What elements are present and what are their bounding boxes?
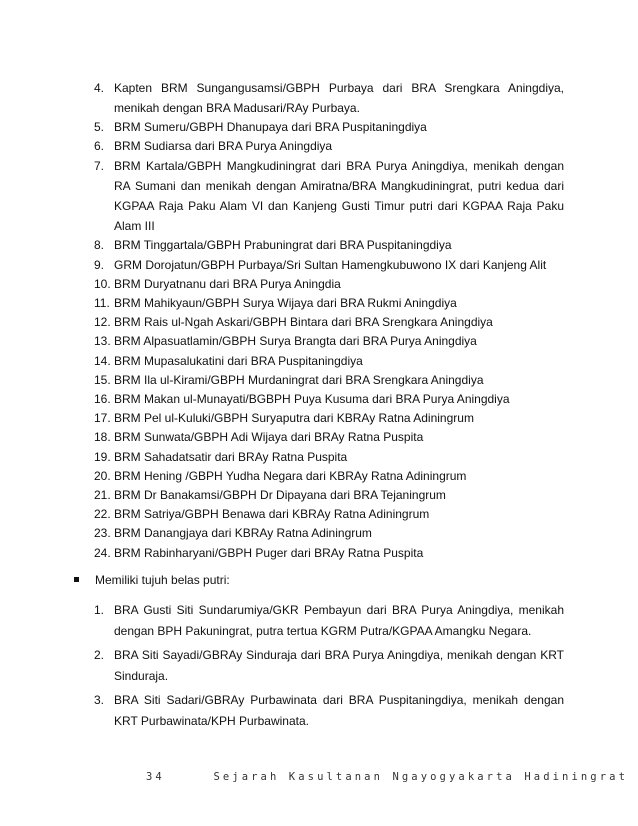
item-text: BRM Satriya/GBPH Benawa dari KBRAy Ratna Adiningrum: [114, 507, 430, 522]
item-number: 6.: [94, 139, 105, 154]
item-number: 20.: [94, 468, 111, 483]
item-text: BRA Siti Sadari/GBRAy Purbawinata dari BRA Puspitaningdiya, menikah dengan KRT Purbawinata/KPH Purbawinata.: [114, 693, 564, 728]
item-number: 9.: [94, 257, 105, 272]
item-number: 14.: [94, 353, 111, 368]
item-number: 24.: [94, 545, 111, 560]
item-number: 22.: [94, 507, 111, 522]
item-number: 1.: [94, 603, 105, 617]
item-number: 12.: [94, 315, 111, 330]
list-item: [94, 505, 564, 524]
item-number: 21.: [94, 488, 111, 503]
square-bullet-icon: [74, 577, 79, 582]
list-item: [94, 690, 564, 732]
item-number: 7.: [94, 159, 105, 174]
item-text: BRM Sahadatsatir dari BRAy Ratna Puspita: [114, 449, 348, 464]
sons-list-continued: [94, 78, 564, 563]
list-item: [94, 256, 564, 275]
daughters-heading: [74, 572, 564, 588]
item-text: BRM Sudiarsa dari BRA Purya Aningdiya: [114, 139, 333, 154]
running-title: Sejarah Kasultanan Ngayogyakarta Hadiningrat: [213, 771, 628, 783]
list-item: [94, 118, 564, 137]
list-item: [94, 313, 564, 332]
item-number: 15.: [94, 372, 111, 387]
item-number: 19.: [94, 449, 111, 464]
item-text: BRM Kartala/GBPH Mangkudiningrat dari BRA Purya Aningdiya, menikah dengan RA Sumani dan menikah dengan Amiratna/BRA Mangkudiningrat, putri kedua dari KGPAA Raja Paku Alam VI dan Kanjeng Gusti Timur putri dari KGPAA Raja Paku Alam III: [114, 159, 564, 234]
item-number: 17.: [94, 411, 111, 426]
item-text: BRM Pel ul-Kuluki/GBPH Suryaputra dari KBRAy Ratna Adiningrum: [114, 411, 474, 426]
list-item: [94, 645, 564, 687]
item-text: BRM Rais ul-Ngah Askari/GBPH Bintara dari BRA Srengkara Aningdiya: [114, 315, 493, 330]
item-number: 4.: [94, 81, 105, 95]
item-number: 23.: [94, 526, 111, 541]
list-item: [94, 390, 564, 409]
item-number: 16.: [94, 392, 111, 407]
item-text: BRM Mupasalukatini dari BRA Puspitaningdiya: [114, 353, 363, 368]
item-text: BRM Mahikyaun/GBPH Surya Wijaya dari BRA Rukmi Aningdiya: [114, 296, 457, 311]
item-text: BRM Hening /GBPH Yudha Negara dari KBRAy Ratna Adiningrum: [114, 468, 467, 483]
item-text: BRM Sumeru/GBPH Dhanupaya dari BRA Puspitaningdiya: [114, 120, 427, 134]
item-text: BRM Danangjaya dari KBRAy Ratna Adiningrum: [114, 526, 372, 541]
list-item: [94, 275, 564, 294]
daughters-list: [94, 600, 564, 735]
list-item: [94, 294, 564, 313]
page-number: 34: [146, 771, 165, 783]
list-item: [94, 467, 564, 486]
item-number: 11.: [94, 296, 110, 311]
item-number: 18.: [94, 430, 111, 445]
daughters-heading-text: Memiliki tujuh belas putri:: [95, 573, 230, 587]
list-item: [94, 486, 564, 505]
list-item: [94, 156, 564, 236]
list-item: [94, 332, 564, 351]
list-item: [94, 428, 564, 447]
item-number: 13.: [94, 334, 111, 349]
item-text: BRM Dr Banakamsi/GBPH Dr Dipayana dari BRA Tejaningrum: [114, 488, 446, 503]
page-footer: [0, 771, 638, 789]
list-item: [94, 137, 564, 156]
item-number: 8.: [94, 238, 105, 253]
item-number: 5.: [94, 120, 105, 134]
item-text: BRM Tinggartala/GBPH Prabuningrat dari BRA Puspitaningdiya: [114, 238, 452, 253]
item-text: BRM Rabinharyani/GBPH Puger dari BRAy Ratna Puspita: [114, 545, 424, 560]
item-number: 10.: [94, 276, 111, 291]
item-text: BRM Makan ul-Munayati/BGBPH Puya Kusuma dari BRA Purya Aningdiya: [114, 392, 510, 407]
list-item: [94, 352, 564, 371]
list-item: [94, 409, 564, 428]
list-item: [94, 544, 564, 563]
item-text: BRM Duryatnanu dari BRA Purya Aningdia: [114, 276, 341, 291]
item-text: BRA Siti Sayadi/GBRAy Sinduraja dari BRA Purya Aningdiya, menikah dengan KRT Sinduraja.: [114, 648, 564, 683]
list-item: [94, 78, 564, 118]
list-item: [94, 236, 564, 255]
item-number: 2.: [94, 648, 105, 662]
item-text: BRM Ila ul-Kirami/GBPH Murdaningrat dari BRA Srengkara Aningdiya: [114, 372, 484, 387]
list-item: [94, 448, 564, 467]
item-number: 3.: [94, 693, 105, 707]
item-text: GRM Dorojatun/GBPH Purbaya/Sri Sultan Hamengkubuwono IX dari Kanjeng Alit: [114, 257, 547, 272]
item-text: Kapten BRM Sungangusamsi/GBPH Purbaya dari BRA Srengkara Aningdiya, menikah dengan BRA Madusari/RAy Purbaya.: [114, 81, 564, 115]
list-item: [94, 371, 564, 390]
item-text: BRA Gusti Siti Sundarumiya/GKR Pembayun dari BRA Purya Aningdiya, menikah dengan BPH Pakuningrat, putra tertua KGRM Putra/KGPAA Amangku Negara.: [114, 603, 564, 638]
item-text: BRM Sunwata/GBPH Adi Wijaya dari BRAy Ratna Puspita: [114, 430, 424, 445]
list-item: [94, 524, 564, 543]
list-item: [94, 600, 564, 642]
item-text: BRM Alpasuatlamin/GBPH Surya Brangta dari BRA Purya Aningdiya: [114, 334, 477, 349]
